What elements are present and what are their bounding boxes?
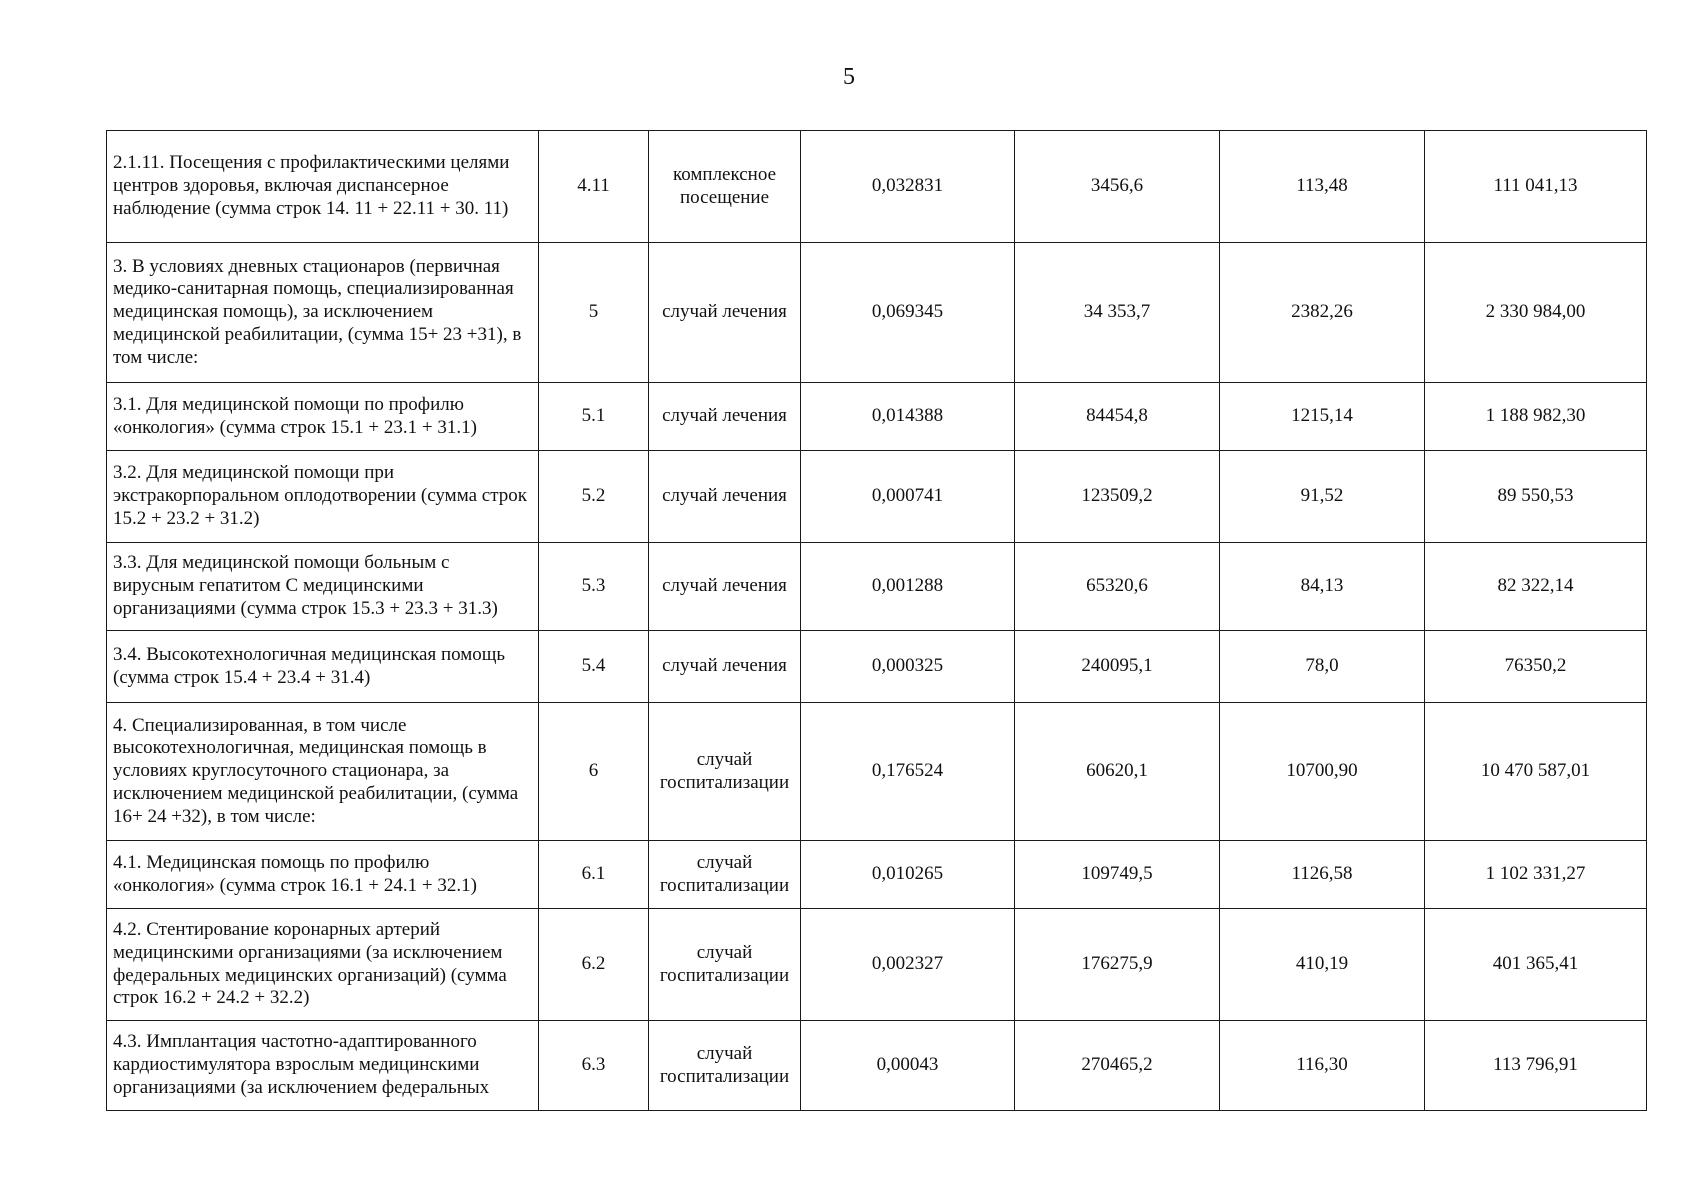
row-value-1-cell: 0,010265 [801, 841, 1015, 909]
row-unit-cell: случай госпитализации [649, 703, 801, 841]
row-code-cell: 5.2 [539, 451, 649, 543]
row-code-cell: 5.4 [539, 631, 649, 703]
table-row [107, 131, 1647, 243]
row-value-1-cell: 0,000325 [801, 631, 1015, 703]
row-unit-cell: случай лечения [649, 631, 801, 703]
row-value-1-cell: 0,069345 [801, 243, 1015, 383]
row-code-cell: 6.3 [539, 1021, 649, 1111]
row-value-2-cell: 240095,1 [1015, 631, 1220, 703]
row-value-3-cell: 113,48 [1220, 131, 1425, 243]
row-value-2-cell: 3456,6 [1015, 131, 1220, 243]
row-name-cell: 3. В условиях дневных стационаров (первичная медико-санитарная помощь, специализированная медицинская помощь), за исключением медицинской реабилитации, (сумма 15+ 23 +31), в том числе: [107, 243, 539, 383]
row-value-3-cell: 1126,58 [1220, 841, 1425, 909]
row-value-4-cell: 111 041,13 [1425, 131, 1647, 243]
row-code-cell: 6 [539, 703, 649, 841]
row-value-2-cell: 109749,5 [1015, 841, 1220, 909]
row-value-4-cell: 1 188 982,30 [1425, 383, 1647, 451]
table-row [107, 1021, 1647, 1111]
row-value-2-cell: 270465,2 [1015, 1021, 1220, 1111]
row-unit-cell: случай госпитализации [649, 1021, 801, 1111]
row-name-cell: 4.2. Стентирование коронарных артерий медицинскими организациями (за исключением федеральных медицинских организаций) (сумма строк 16.2 + 24.2 + 32.2) [107, 909, 539, 1021]
table-row [107, 243, 1647, 383]
row-code-cell: 6.1 [539, 841, 649, 909]
row-value-3-cell: 10700,90 [1220, 703, 1425, 841]
row-name-cell: 3.2. Для медицинской помощи при экстракорпоральном оплодотворении (сумма строк 15.2 + 23.2 + 31.2) [107, 451, 539, 543]
table-row [107, 631, 1647, 703]
row-name-cell: 3.3. Для медицинской помощи больным с вирусным гепатитом С медицинскими организациями (сумма строк 15.3 + 23.3 + 31.3) [107, 543, 539, 631]
row-unit-cell: случай лечения [649, 243, 801, 383]
row-value-4-cell: 10 470 587,01 [1425, 703, 1647, 841]
row-value-3-cell: 2382,26 [1220, 243, 1425, 383]
row-value-3-cell: 91,52 [1220, 451, 1425, 543]
row-value-2-cell: 123509,2 [1015, 451, 1220, 543]
row-name-cell: 4.1. Медицинская помощь по профилю «онкология» (сумма строк 16.1 + 24.1 + 32.1) [107, 841, 539, 909]
row-value-2-cell: 34 353,7 [1015, 243, 1220, 383]
row-value-4-cell: 76350,2 [1425, 631, 1647, 703]
table-row [107, 543, 1647, 631]
row-value-4-cell: 113 796,91 [1425, 1021, 1647, 1111]
row-value-4-cell: 82 322,14 [1425, 543, 1647, 631]
row-value-1-cell: 0,014388 [801, 383, 1015, 451]
row-value-2-cell: 176275,9 [1015, 909, 1220, 1021]
row-unit-cell: случай лечения [649, 543, 801, 631]
row-code-cell: 5.1 [539, 383, 649, 451]
row-name-cell: 4.3. Имплантация частотно-адаптированного кардиостимулятора взрослым медицинскими организациями (за исключением федеральных [107, 1021, 539, 1111]
row-code-cell: 5.3 [539, 543, 649, 631]
row-value-1-cell: 0,00043 [801, 1021, 1015, 1111]
table-row [107, 383, 1647, 451]
row-value-3-cell: 116,30 [1220, 1021, 1425, 1111]
row-value-3-cell: 84,13 [1220, 543, 1425, 631]
row-value-3-cell: 78,0 [1220, 631, 1425, 703]
row-unit-cell: комплексное посещение [649, 131, 801, 243]
row-value-1-cell: 0,176524 [801, 703, 1015, 841]
row-value-1-cell: 0,002327 [801, 909, 1015, 1021]
row-name-cell: 3.4. Высокотехнологичная медицинская помощь (сумма строк 15.4 + 23.4 + 31.4) [107, 631, 539, 703]
row-value-1-cell: 0,001288 [801, 543, 1015, 631]
row-value-2-cell: 84454,8 [1015, 383, 1220, 451]
row-value-4-cell: 401 365,41 [1425, 909, 1647, 1021]
row-code-cell: 4.11 [539, 131, 649, 243]
data-table [106, 130, 1647, 1111]
row-code-cell: 5 [539, 243, 649, 383]
row-unit-cell: случай лечения [649, 451, 801, 543]
row-value-1-cell: 0,000741 [801, 451, 1015, 543]
table-row [107, 451, 1647, 543]
row-unit-cell: случай госпитализации [649, 841, 801, 909]
row-value-1-cell: 0,032831 [801, 131, 1015, 243]
row-name-cell: 4. Специализированная, в том числе высокотехнологичная, медицинская помощь в условиях круглосуточного стационара, за исключением медицинской реабилитации, (сумма 16+ 24 +32), в том числе: [107, 703, 539, 841]
row-value-2-cell: 65320,6 [1015, 543, 1220, 631]
page-number: 5 [843, 64, 855, 90]
row-value-4-cell: 1 102 331,27 [1425, 841, 1647, 909]
row-name-cell: 3.1. Для медицинской помощи по профилю «онкология» (сумма строк 15.1 + 23.1 + 31.1) [107, 383, 539, 451]
row-value-4-cell: 2 330 984,00 [1425, 243, 1647, 383]
row-unit-cell: случай лечения [649, 383, 801, 451]
row-value-3-cell: 410,19 [1220, 909, 1425, 1021]
table-row [107, 703, 1647, 841]
row-value-4-cell: 89 550,53 [1425, 451, 1647, 543]
row-unit-cell: случай госпитализации [649, 909, 801, 1021]
row-value-2-cell: 60620,1 [1015, 703, 1220, 841]
row-value-3-cell: 1215,14 [1220, 383, 1425, 451]
table-row [107, 909, 1647, 1021]
row-code-cell: 6.2 [539, 909, 649, 1021]
row-name-cell: 2.1.11. Посещения с профилактическими целями центров здоровья, включая диспансерное наблюдение (сумма строк 14. 11 + 22.11 + 30. 11) [107, 131, 539, 243]
table-row [107, 841, 1647, 909]
